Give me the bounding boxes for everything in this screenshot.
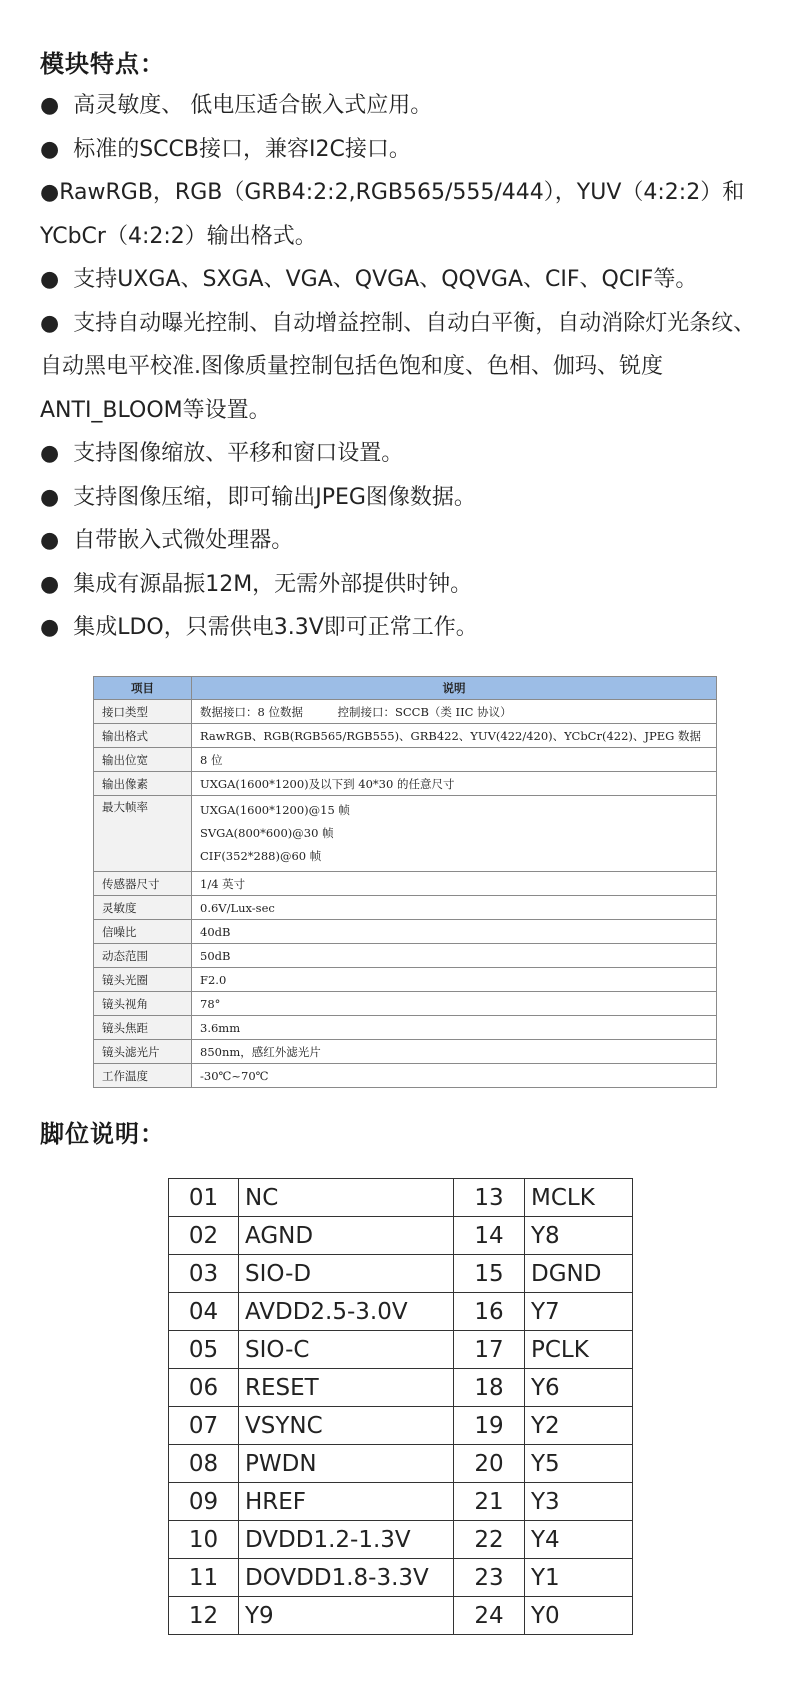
pin-number: 02 (169, 1217, 239, 1255)
spec-value: 850nm，感红外滤光片 (192, 1040, 717, 1064)
pin-number: 05 (169, 1331, 239, 1369)
spec-value: UXGA(1600*1200)及以下到 40*30 的任意尺寸 (192, 772, 717, 796)
spec-value: 1/4 英寸 (192, 872, 717, 896)
pin-number: 10 (169, 1521, 239, 1559)
feature-text: 自带嵌入式微处理器。 (73, 528, 294, 553)
spec-key: 动态范围 (94, 944, 192, 968)
table-row (169, 1559, 633, 1597)
pin-number: 12 (169, 1597, 239, 1635)
features-heading: 模块特点： (40, 50, 165, 78)
bullet-icon: ● (40, 615, 60, 640)
spec-key: 镜头视角 (94, 992, 192, 1016)
spec-value: 50dB (192, 944, 717, 968)
spec-value-line: CIF(352*288)@60 帧 (200, 849, 322, 863)
feature-item (40, 258, 760, 302)
table-row (94, 772, 717, 796)
feature-text: 集成有源晶振12M，无需外部提供时钟。 (73, 571, 473, 597)
feature-text: RawRGB，RGB（GRB4:2:2,RGB565/555/444），YUV（4:2:2）和YCbCr（4:2:2）输出格式。 (40, 180, 745, 249)
table-row (169, 1521, 633, 1559)
pin-signal: RESET (239, 1369, 454, 1407)
feature-item (40, 302, 760, 433)
spec-value: F2.0 (192, 968, 717, 992)
spec-header-desc: 说明 (192, 677, 717, 700)
spec-value: 8 位 (192, 748, 717, 772)
pin-signal: HREF (239, 1483, 454, 1521)
spec-value: 0.6V/Lux-sec (192, 896, 717, 920)
pin-number: 17 (454, 1331, 525, 1369)
pin-signal: PCLK (525, 1331, 633, 1369)
spec-key: 镜头光圈 (94, 968, 192, 992)
feature-item (40, 563, 760, 607)
pin-signal: Y8 (525, 1217, 633, 1255)
table-row (169, 1255, 633, 1293)
spec-key: 镜头焦距 (94, 1016, 192, 1040)
feature-text: 支持UXGA、SXGA、VGA、QVGA、QQVGA、CIF、QCIF等。 (73, 267, 698, 292)
table-row (94, 968, 717, 992)
spec-key: 输出格式 (94, 724, 192, 748)
pin-signal: VSYNC (239, 1407, 454, 1445)
feature-text: 标准的SCCB接口，兼容I2C接口。 (73, 136, 411, 162)
feature-text: 高灵敏度、 低电压适合嵌入式应用。 (73, 93, 433, 118)
spec-value-line: UXGA(1600*1200)@15 帧 (200, 803, 350, 817)
table-row (169, 1407, 633, 1445)
table-row (169, 1369, 633, 1407)
bullet-icon: ● (40, 441, 60, 466)
pin-number: 19 (454, 1407, 525, 1445)
pin-number: 03 (169, 1255, 239, 1293)
spec-key: 工作温度 (94, 1064, 192, 1088)
pinout-heading: 脚位说明： (40, 1120, 165, 1148)
spec-value: -30℃~70℃ (192, 1064, 717, 1088)
pin-number: 09 (169, 1483, 239, 1521)
pin-number: 04 (169, 1293, 239, 1331)
bullet-icon: ● (40, 310, 60, 336)
table-row (94, 1064, 717, 1088)
spec-key: 传感器尺寸 (94, 872, 192, 896)
spec-value: 数据接口：8 位数据 控制接口：SCCB（类 IIC 协议） (192, 700, 717, 724)
pin-number: 21 (454, 1483, 525, 1521)
table-row (169, 1597, 633, 1635)
spec-value (192, 796, 717, 872)
features-list (40, 84, 760, 650)
pin-signal: AVDD2.5-3.0V (239, 1293, 454, 1331)
pin-number: 16 (454, 1293, 525, 1331)
spec-header-item: 项目 (94, 677, 192, 700)
table-row (169, 1293, 633, 1331)
spec-key: 最大帧率 (94, 796, 192, 872)
pin-signal: Y5 (525, 1445, 633, 1483)
feature-item (40, 84, 760, 128)
table-row (94, 748, 717, 772)
feature-item (40, 432, 760, 476)
spec-value: 3.6mm (192, 1016, 717, 1040)
feature-item (40, 171, 760, 258)
pin-signal: SIO-C (239, 1331, 454, 1369)
spec-key: 灵敏度 (94, 896, 192, 920)
pin-signal: Y6 (525, 1369, 633, 1407)
pin-signal: Y0 (525, 1597, 633, 1635)
table-row (94, 1016, 717, 1040)
pin-number: 15 (454, 1255, 525, 1293)
table-row (94, 992, 717, 1016)
table-row (94, 1040, 717, 1064)
pin-signal: Y1 (525, 1559, 633, 1597)
pin-number: 06 (169, 1369, 239, 1407)
table-row (169, 1217, 633, 1255)
pin-signal: DVDD1.2-1.3V (239, 1521, 454, 1559)
feature-text: 支持自动曝光控制、自动增益控制、自动白平衡，自动消除灯光条纹、自动黑电平校准.图像质量控制包括色饱和度、色相、伽玛、锐度ANTI_BLOOM等设置。 (40, 310, 756, 423)
bullet-icon: ● (40, 484, 60, 510)
feature-text: 支持图像缩放、平移和窗口设置。 (73, 441, 404, 466)
spec-header-row (94, 677, 717, 700)
pin-number: 23 (454, 1559, 525, 1597)
table-row (94, 700, 717, 724)
pin-signal: DOVDD1.8-3.3V (239, 1559, 454, 1597)
table-row (94, 872, 717, 896)
feature-text: 支持图像压缩，即可输出JPEG图像数据。 (73, 484, 476, 510)
bullet-icon: ● (40, 180, 60, 205)
feature-item (40, 128, 760, 172)
spec-key: 输出位宽 (94, 748, 192, 772)
table-row (94, 944, 717, 968)
pin-signal: PWDN (239, 1445, 454, 1483)
table-row (94, 896, 717, 920)
pin-number: 14 (454, 1217, 525, 1255)
pin-signal: Y9 (239, 1597, 454, 1635)
feature-item (40, 519, 760, 563)
spec-key: 信噪比 (94, 920, 192, 944)
table-row (169, 1445, 633, 1483)
pin-table (168, 1178, 633, 1635)
bullet-icon: ● (40, 267, 60, 292)
table-row (169, 1331, 633, 1369)
pin-number: 22 (454, 1521, 525, 1559)
bullet-icon: ● (40, 93, 60, 118)
pin-signal: Y7 (525, 1293, 633, 1331)
spec-table (93, 676, 717, 1088)
pin-number: 01 (169, 1179, 239, 1217)
pin-signal: MCLK (525, 1179, 633, 1217)
spec-value: 78° (192, 992, 717, 1016)
pin-signal: SIO-D (239, 1255, 454, 1293)
feature-text: 集成LDO，只需供电3.3V即可正常工作。 (73, 615, 478, 640)
pin-signal: AGND (239, 1217, 454, 1255)
pin-number: 13 (454, 1179, 525, 1217)
spec-key: 镜头滤光片 (94, 1040, 192, 1064)
table-row (169, 1179, 633, 1217)
spec-value: RawRGB、RGB(RGB565/RGB555)、GRB422、YUV(422/420)、YCbCr(422)、JPEG 数据 (192, 724, 717, 748)
pin-signal: Y3 (525, 1483, 633, 1521)
pin-number: 08 (169, 1445, 239, 1483)
pin-number: 18 (454, 1369, 525, 1407)
spec-key: 接口类型 (94, 700, 192, 724)
pin-number: 20 (454, 1445, 525, 1483)
pin-signal: DGND (525, 1255, 633, 1293)
table-row (169, 1483, 633, 1521)
pin-signal: NC (239, 1179, 454, 1217)
spec-value: 40dB (192, 920, 717, 944)
table-row (94, 724, 717, 748)
table-row (94, 796, 717, 872)
pin-number: 24 (454, 1597, 525, 1635)
table-row (94, 920, 717, 944)
feature-item (40, 476, 760, 520)
spec-key: 输出像素 (94, 772, 192, 796)
feature-item (40, 606, 760, 650)
bullet-icon: ● (40, 528, 60, 553)
pin-number: 07 (169, 1407, 239, 1445)
pin-signal: Y4 (525, 1521, 633, 1559)
spec-value-line: SVGA(800*600)@30 帧 (200, 826, 334, 840)
pin-number: 11 (169, 1559, 239, 1597)
bullet-icon: ● (40, 136, 60, 162)
pin-signal: Y2 (525, 1407, 633, 1445)
bullet-icon: ● (40, 571, 60, 597)
